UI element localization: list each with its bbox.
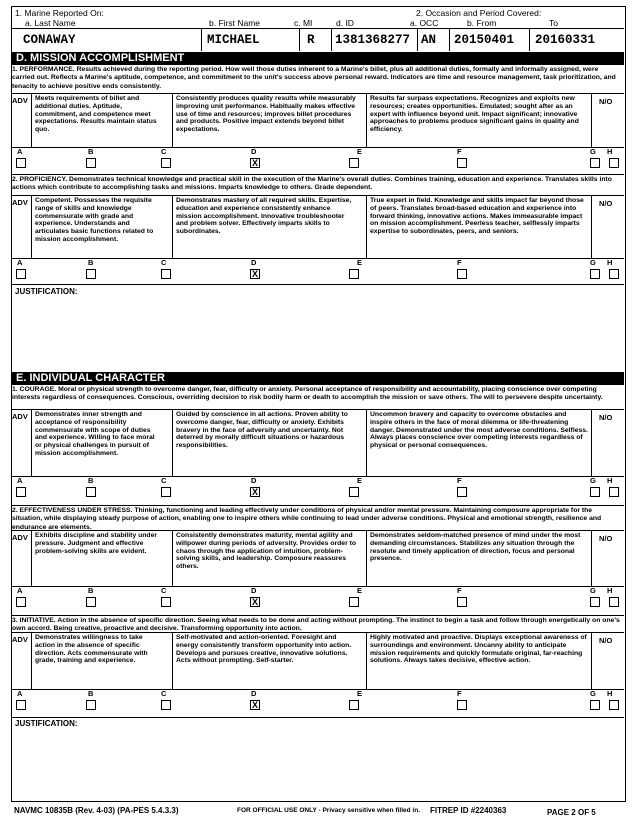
initiative-grade-checkbox-a[interactable] [16, 700, 26, 710]
stress-grade-checkbox-h[interactable] [609, 597, 619, 607]
initiative-criteria-b: Demonstrates willingness to take action in the absence of specific direction. Acts commensurate with grade, training and experience. [31, 633, 164, 689]
courage-grade-checkbox-c[interactable] [161, 487, 171, 497]
stress-grade-checkbox-f[interactable] [457, 597, 467, 607]
stress-grade-checkbox-d[interactable]: X [251, 597, 258, 607]
id-label: d. ID [336, 18, 354, 28]
performance-criteria-f: Results far surpass expectations. Recognizes and exploits new resources; creates opportunities. Emulated; sought after as an expert with influence beyond unit. Impact significant; innovative approaches to problems produce significant gains in quality and efficiency. [366, 94, 591, 147]
proficiency-no-label: N/O [599, 199, 613, 208]
performance-grade-checkbox-c[interactable] [161, 158, 171, 168]
performance-grade-letter-f: F [457, 147, 462, 156]
initiative-grade-checkbox-e[interactable] [349, 700, 359, 710]
section-e-header: E. INDIVIDUAL CHARACTER [11, 372, 624, 385]
initiative-no-label: N/O [599, 636, 613, 645]
stress-grade-checkbox-g[interactable] [590, 597, 600, 607]
id-value: 1381368277 [335, 33, 411, 47]
courage-grade-checkbox-b[interactable] [86, 487, 96, 497]
stress-grade-letter-g: G [590, 586, 596, 595]
courage-adv-label: ADV [12, 412, 28, 421]
stress-grade-letter-h: H [607, 586, 613, 595]
performance-grade-checkbox-g[interactable] [590, 158, 600, 168]
performance-criteria-b: Meets requirements of billet and additional duties. Aptitude, commitment, and competence meet expectations. Results maintain status quo. [31, 94, 164, 147]
first-name-value: MICHAEL [207, 33, 260, 47]
performance-grade-checkbox-d[interactable]: X [251, 158, 258, 168]
performance-grade-letter-e: E [357, 147, 363, 156]
stress-grade-checkbox-a[interactable] [16, 597, 26, 607]
performance-criteria-d: Consistently produces quality results while measurably improving unit performance. Habitually makes effective use of time and resources; improves billet procedures and products. Positive impact extends beyond billet expectations. [172, 94, 360, 147]
performance-criteria-row [11, 93, 624, 148]
courage-grade-letter-g: G [590, 476, 596, 485]
proficiency-grade-letter-h: H [607, 258, 613, 267]
proficiency-grade-letter-g: G [590, 258, 596, 267]
courage-grade-checkbox-g[interactable] [590, 487, 600, 497]
official-use-notice: FOR OFFICIAL USE ONLY - Privacy sensitive when filled in. [237, 807, 421, 814]
initiative-grade-letter-e: E [357, 689, 363, 698]
performance-grade-letter-d: D [251, 147, 257, 156]
courage-grade-letter-d: D [251, 476, 257, 485]
proficiency-grade-checkbox-d[interactable]: X [251, 269, 258, 279]
initiative-grade-letter-a: A [17, 689, 23, 698]
to-value: 20160331 [535, 33, 596, 47]
proficiency-grade-letter-e: E [357, 258, 363, 267]
proficiency-grade-letter-b: B [88, 258, 94, 267]
courage-description: 1. COURAGE. Moral or physical strength to overcome danger, fear, difficulty or anxiety. Personal acceptance of responsibility and accountability, placing conscience over competing interests regardless of consequences. Conscious, overriding decision to risk bodily harm or death to accomplish the mission or save others. The will to persevere despite uncertainty. [12, 386, 603, 402]
proficiency-criteria-d: Demonstrates mastery of all required skills. Expertise, education and experience consistently enhance mission accomplishment. Innovative troubleshooter and problem solver. Effectively imparts skills to subordinates. [172, 196, 360, 258]
proficiency-grades-row [11, 257, 624, 285]
last-name-label: a. Last Name [25, 18, 76, 28]
initiative-grade-letter-g: G [590, 689, 596, 698]
proficiency-grade-checkbox-h[interactable] [609, 269, 619, 279]
proficiency-grade-checkbox-g[interactable] [590, 269, 600, 279]
stress-grades-row [11, 585, 624, 616]
initiative-description: 3. INITIATIVE. Action in the absence of specific direction. Seeing what needs to be done and acting without prompting. The instinct to begin a task and follow through energetically on one's own accord. Being creative, proactive and decisive. Transforming opportunity into action. [12, 617, 620, 633]
performance-grade-checkbox-e[interactable] [349, 158, 359, 168]
to-label: To [549, 18, 558, 28]
section-d-justification-box[interactable] [11, 287, 624, 371]
proficiency-description: 2. PROFICIENCY. Demonstrates technical knowledge and practical skill in the execution of the Marine's overall duties. Combines training, education and experience. Translates skills into actions which contribute to accomplishing tasks and missions. Imparts knowledge to others. Grade dependent. [12, 176, 612, 192]
performance-grade-checkbox-h[interactable] [609, 158, 619, 168]
initiative-grade-checkbox-c[interactable] [161, 700, 171, 710]
initiative-grade-letter-b: B [88, 689, 94, 698]
performance-no-label: N/O [599, 97, 613, 106]
initiative-grade-checkbox-g[interactable] [590, 700, 600, 710]
courage-grade-letter-c: C [161, 476, 167, 485]
initiative-grade-checkbox-b[interactable] [86, 700, 96, 710]
courage-grade-checkbox-f[interactable] [457, 487, 467, 497]
from-label: b. From [467, 18, 497, 28]
initiative-grade-checkbox-f[interactable] [457, 700, 467, 710]
courage-criteria-b: Demonstrates inner strength and acceptance of responsibility commensurate with scope of duties and experience. Willing to face moral or physical challenges in pursuit of mission accomplishment. [31, 410, 164, 476]
proficiency-adv-label: ADV [12, 198, 28, 207]
stress-criteria-b: Exhibits discipline and stability under pressure. Judgment and effective problem-solving skills are evident. [31, 531, 164, 586]
performance-grade-letter-g: G [590, 147, 596, 156]
courage-grade-checkbox-h[interactable] [609, 487, 619, 497]
marine-values-row [11, 28, 624, 51]
courage-criteria-d: Guided by conscience in all actions. Proven ability to overcome danger, fear, difficulty or anxiety. Exhibits bravery in the face of adversity and uncertainty. Not deterred by morally difficult situations or hazardous responsibilities. [172, 410, 360, 476]
last-name-value: CONAWAY [23, 33, 76, 47]
performance-description: 1. PERFORMANCE. Results achieved during the reporting period. How well those duties inherent to a Marine's billet, plus all additional duties, formally and informally assigned, were carried out. Reflects a Marine's aptitude, competence, and commitment to the unit's success above personal reward. Indicators are time and resource management, task prioritization, and tenacity to achieve positive ends consistently. [12, 66, 616, 90]
stress-grade-checkbox-c[interactable] [161, 597, 171, 607]
proficiency-grade-letter-d: D [251, 258, 257, 267]
proficiency-criteria-row [11, 195, 624, 259]
stress-grade-checkbox-e[interactable] [349, 597, 359, 607]
initiative-grade-checkbox-h[interactable] [609, 700, 619, 710]
stress-no-label: N/O [599, 534, 613, 543]
performance-grade-letter-a: A [17, 147, 23, 156]
occasion-period-label: 2. Occasion and Period Covered: [416, 8, 542, 18]
section-d-justification-label: JUSTIFICATION: [15, 287, 78, 296]
courage-no-label: N/O [599, 413, 613, 422]
stress-criteria-f: Demonstrates seldom-matched presence of mind under the most demanding circumstances. Stabilizes any situation through the resolute and timely application of direction, focus and personal presence. [366, 531, 591, 586]
proficiency-grade-checkbox-b[interactable] [86, 269, 96, 279]
proficiency-grade-letter-a: A [17, 258, 23, 267]
initiative-grades-row [11, 688, 624, 718]
performance-grades-row [11, 146, 624, 175]
performance-grade-checkbox-b[interactable] [86, 158, 96, 168]
initiative-grade-letter-h: H [607, 689, 613, 698]
courage-grade-letter-h: H [607, 476, 613, 485]
performance-grade-checkbox-a[interactable] [16, 158, 26, 168]
mi-cell [299, 29, 332, 51]
courage-grade-checkbox-d[interactable]: X [251, 487, 258, 497]
proficiency-criteria-b: Competent. Possesses the requisite range of skills and knowledge commensurate with grade and experience. Understands and articulates basic functions related to mission accomplishment. [31, 196, 164, 258]
stress-description: 2. EFFECTIVENESS UNDER STRESS. Thinking, functioning and leading effectively under conditions of physical and/or mental pressure. Maintaining composure appropriate for the situation, while displaying steady purpose of action, enabling one to inspire others while continuing to lead under adverse conditions. Physical and emotional strength, resilience and endurance are elements. [12, 507, 602, 531]
performance-grade-letter-b: B [88, 147, 94, 156]
courage-grade-letter-f: F [457, 476, 462, 485]
stress-grade-letter-e: E [357, 586, 363, 595]
section-d-header: D. MISSION ACCOMPLISHMENT [11, 52, 624, 65]
initiative-grade-letter-c: C [161, 689, 167, 698]
stress-grade-letter-c: C [161, 586, 167, 595]
initiative-criteria-row [11, 632, 624, 690]
mi-label: c. MI [294, 18, 313, 28]
courage-grade-checkbox-e[interactable] [349, 487, 359, 497]
initiative-grade-letter-f: F [457, 689, 462, 698]
fitrep-id: FITREP ID #2240363 [430, 806, 507, 815]
proficiency-grade-checkbox-a[interactable] [16, 269, 26, 279]
proficiency-grade-checkbox-c[interactable] [161, 269, 171, 279]
courage-criteria-row [11, 409, 624, 477]
section-e-justification-box[interactable] [11, 717, 624, 800]
initiative-criteria-f: Highly motivated and proactive. Displays exceptional awareness of surroundings and environment. Uncanny ability to anticipate mission requirements and quickly formulate original, far-reaching solutions. Always takes decisive, effective action. [366, 633, 591, 689]
performance-adv-label: ADV [12, 96, 28, 105]
form-number: NAVMC 10835B (Rev. 4-03) (PA-PES 5.4.3.3) [14, 806, 179, 815]
initiative-grade-letter-d: D [251, 689, 257, 698]
performance-grade-checkbox-f[interactable] [457, 158, 467, 168]
performance-grade-letter-c: C [161, 147, 167, 156]
page-number: PAGE 2 OF 5 [547, 808, 596, 817]
marine-reported-on-label: 1. Marine Reported On: [15, 8, 104, 18]
stress-criteria-row [11, 530, 624, 587]
courage-grade-letter-b: B [88, 476, 94, 485]
occ-value: AN [421, 33, 437, 47]
fitness-report-page [11, 6, 626, 826]
stress-grade-letter-d: D [251, 586, 257, 595]
courage-grade-letter-e: E [357, 476, 363, 485]
from-value: 20150401 [454, 33, 515, 47]
courage-grades-row [11, 475, 624, 506]
courage-grade-letter-a: A [17, 476, 23, 485]
stress-grade-letter-f: F [457, 586, 462, 595]
stress-grade-checkbox-b[interactable] [86, 597, 96, 607]
initiative-criteria-d: Self-motivated and action-oriented. Foresight and energy consistently transform opportunity into action. Develops and pursues creative, innovative solutions. Acts without prompting. Self-starter. [172, 633, 360, 689]
first-name-label: b. First Name [209, 18, 261, 28]
proficiency-grade-letter-f: F [457, 258, 462, 267]
mi-value: R [307, 33, 315, 47]
initiative-grade-checkbox-d[interactable]: X [251, 700, 258, 710]
courage-criteria-f: Uncommon bravery and capacity to overcome obstacles and inspire others in the face of moral dilemma or life-threatening danger. Demonstrated under the most adverse conditions. Selfless. Always places conscience over competing interests regardless of physical or personal consequences. [366, 410, 591, 476]
occ-label: a. OCC [410, 18, 439, 28]
initiative-adv-label: ADV [12, 635, 28, 644]
proficiency-grade-checkbox-e[interactable] [349, 269, 359, 279]
proficiency-grade-letter-c: C [161, 258, 167, 267]
section-e-justification-label: JUSTIFICATION: [15, 719, 78, 728]
stress-grade-letter-a: A [17, 586, 23, 595]
courage-grade-checkbox-a[interactable] [16, 487, 26, 497]
proficiency-criteria-f: True expert in field. Knowledge and skills impact far beyond those of peers. Translates broad-based education and experience into forward thinking, innovative actions. Makes immeasurable impact on mission accomplishment. Peerless teacher, selflessly imparts expertise to subordinates, peers, and seniors. [366, 196, 591, 258]
proficiency-grade-checkbox-f[interactable] [457, 269, 467, 279]
stress-adv-label: ADV [12, 533, 28, 542]
performance-grade-letter-h: H [607, 147, 613, 156]
stress-criteria-d: Consistently demonstrates maturity, mental agility and willpower during periods of adversity. Provides order to chaos through the application of intuition, problem-solving skills, and leadership. Composure reassures others. [172, 531, 360, 586]
stress-grade-letter-b: B [88, 586, 94, 595]
